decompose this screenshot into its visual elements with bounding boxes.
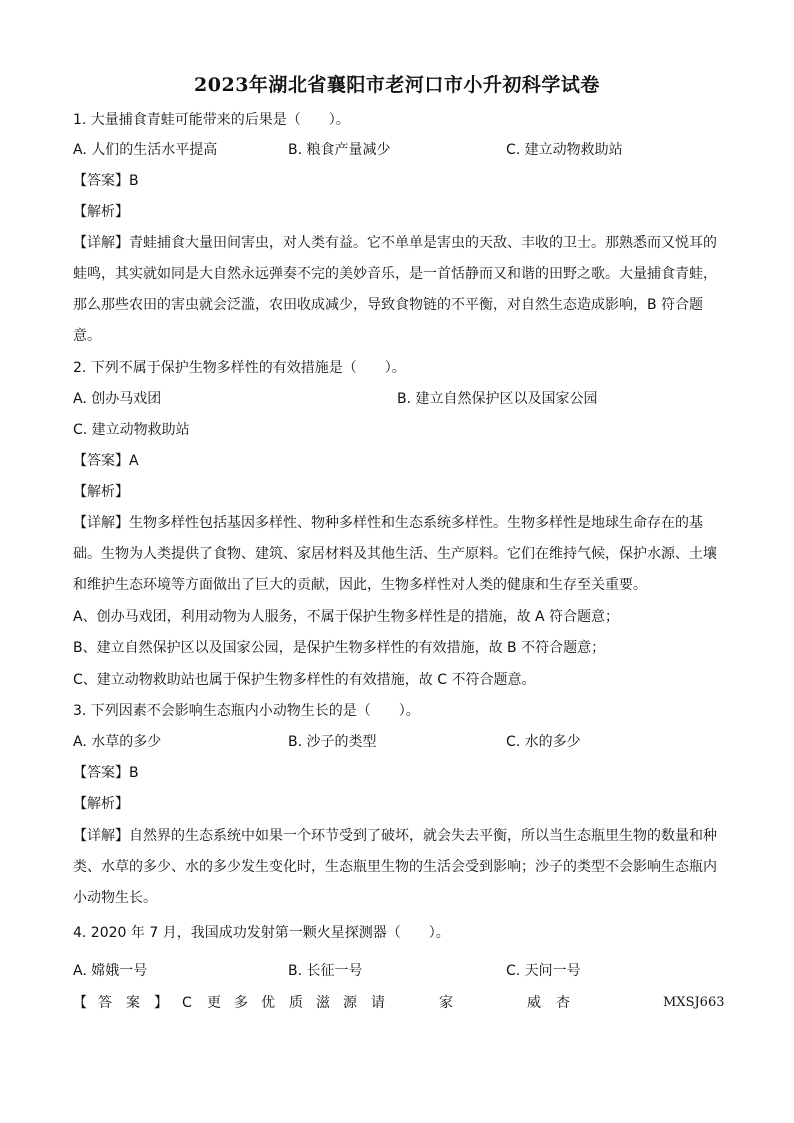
question-4-answer-char: 优 <box>261 995 275 1011</box>
question-4-answer-char: 请 <box>371 995 385 1011</box>
question-4-answer-char: 案 <box>126 995 140 1011</box>
question-3-analysis-label: 【解析】 <box>73 796 129 812</box>
question-2-detail-line: 【详解】生物多样性包括基因多样性、物种多样性和生态系统多样性。生物多样性是地球生命存在的基 <box>73 515 703 531</box>
question-3-option-b: B. 沙子的类型 <box>288 734 377 750</box>
question-1-option-a: A. 人们的生活水平提高 <box>73 142 218 158</box>
question-2-detail-line: A、创办马戏团，利用动物为人服务，不属于保护生物多样性是的措施，故 A 符合题意； <box>73 609 620 625</box>
question-4-answer-char: 杏 <box>556 995 570 1011</box>
question-2-option-a: A. 创办马戏团 <box>73 391 162 407</box>
question-4-option-c: C. 天问一号 <box>506 963 581 979</box>
question-2-detail-line: C、建立动物救助站也属于保护生物多样性的有效措施，故 C 不符合题意。 <box>73 672 536 688</box>
question-4-option-b: B. 长征一号 <box>288 963 363 979</box>
question-4-answer-char: 【 <box>73 995 87 1011</box>
question-2-detail-line: 础。生物为人类提供了食物、建筑、家居材料及其他生活、生产原料。它们在维持气候，保护水源、土壤 <box>73 546 717 562</box>
question-1-analysis-label: 【解析】 <box>73 204 129 220</box>
question-2-option-c: C. 建立动物救助站 <box>73 422 190 438</box>
question-4-answer-char: 源 <box>343 995 357 1011</box>
question-2-analysis-label: 【解析】 <box>73 484 129 500</box>
question-3-option-a: A. 水草的多少 <box>73 734 162 750</box>
question-4-answer-char: 滋 <box>316 995 330 1011</box>
question-2-option-b: B. 建立自然保护区以及国家公园 <box>397 391 598 407</box>
question-3-stem: 3. 下列因素不会影响生态瓶内小动物生长的是（ ）。 <box>73 703 420 719</box>
question-2-detail-line: B、建立自然保护区以及国家公园，是保护生物多样性的有效措施，故 B 不符合题意； <box>73 640 606 656</box>
question-2-answer: 【答案】A <box>73 453 139 469</box>
question-2-detail-line: 和维护生态环境等方面做出了巨大的贡献，因此，生物多样性对人类的健康和生存至关重要。 <box>73 577 647 593</box>
question-1-detail-line: 那么那些农田的害虫就会泛滥，农田收成减少，导致食物链的不平衡，对自然生态造成影响，B 符合题 <box>73 297 704 313</box>
question-1-detail-line: 【详解】青蛙捕食大量田间害虫，对人类有益。它不单单是害虫的天敌、丰收的卫士。那熟悉而又悦耳的 <box>73 235 717 251</box>
question-1-stem: 1. 大量捕食青蛙可能带来的后果是（ ）。 <box>73 112 350 128</box>
question-1-option-b: B. 粮食产量减少 <box>288 142 391 158</box>
page-title: 2023年湖北省襄阳市老河口市小升初科学试卷 <box>194 74 600 96</box>
question-4-option-a: A. 嫦娥一号 <box>73 963 148 979</box>
question-3-detail-line: 【详解】自然界的生态系统中如果一个环节受到了破坏，就会失去平衡，所以当生态瓶里生物的数量和种 <box>73 828 717 844</box>
watermark-code: MXSJ663 <box>663 995 725 1010</box>
question-3-detail-line: 小动物生长。 <box>73 890 157 906</box>
question-4-answer-char: 更 <box>207 995 221 1011</box>
question-4-answer-char: 质 <box>289 995 303 1011</box>
question-4-answer-char: 家 <box>439 995 453 1011</box>
question-4-answer-char: 答 <box>98 995 112 1011</box>
question-3-answer: 【答案】B <box>73 765 139 781</box>
question-4-stem: 4. 2020 年 7 月，我国成功发射第一颗火星探测器（ ）。 <box>73 925 450 941</box>
question-2-stem: 2. 下列不属于保护生物多样性的有效措施是（ ）。 <box>73 360 406 376</box>
question-1-detail-line: 意。 <box>73 328 101 344</box>
question-4-answer-char: C <box>182 995 192 1011</box>
question-3-detail-line: 类、水草的多少、水的多少发生变化时，生态瓶里生物的生活会受到影响；沙子的类型不会影响生态瓶内 <box>73 859 717 875</box>
question-4-answer-char: 威 <box>527 995 541 1011</box>
question-4-answer-char: 】 <box>154 995 168 1011</box>
question-4-answer-char: 多 <box>234 995 248 1011</box>
question-1-option-c: C. 建立动物救助站 <box>506 142 623 158</box>
question-3-option-c: C. 水的多少 <box>506 734 581 750</box>
question-1-detail-line: 蛙鸣，其实就如同是大自然永远弹奏不完的美妙音乐，是一首恬静而又和谐的田野之歌。大量捕食青蛙， <box>73 266 717 282</box>
question-1-answer: 【答案】B <box>73 173 139 189</box>
